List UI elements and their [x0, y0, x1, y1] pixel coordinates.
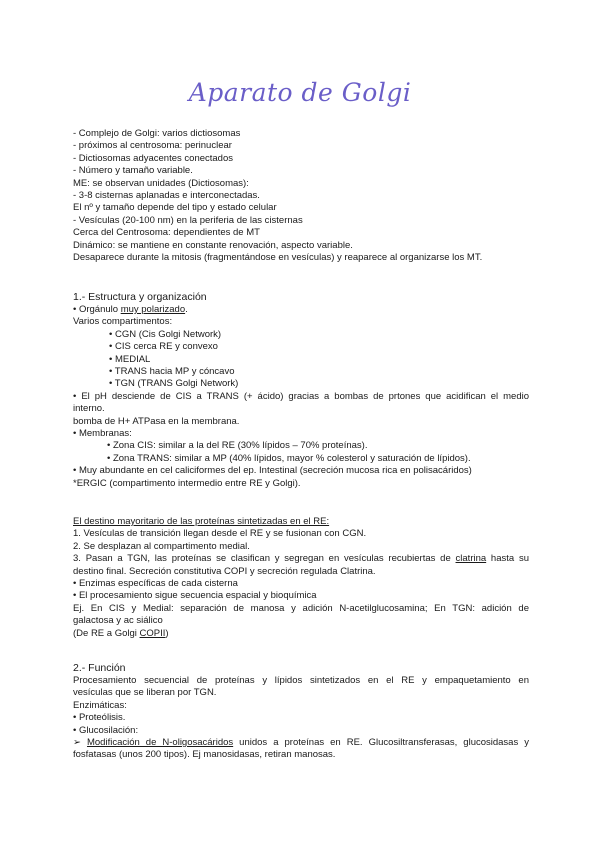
- enzimas-line: • Enzimas específicas de cada cisterna: [73, 578, 238, 590]
- ph-line-2: interno.: [73, 403, 105, 415]
- step3-pre: 3. Pasan a TGN, las proteínas se clasifican y segregan en vesículas recubiertas de: [73, 553, 456, 565]
- step3-post: hasta su: [486, 553, 529, 565]
- enzimaticas-label: Enzimáticas:: [73, 699, 127, 711]
- intro-section: [73, 128, 529, 264]
- intro-line: - Complejo de Golgi: varios dictiosomas: [73, 128, 241, 139]
- destino-step-3-cont: destino final. Secreción constitutiva COPI y secreción regulada Clatrina.: [73, 565, 376, 577]
- copii-line: [73, 628, 529, 640]
- mod-post: unidos a proteínas en RE. Glucosiltransferasas, glucosidasas y: [233, 737, 529, 749]
- organulo-suffix: .: [185, 304, 188, 315]
- compartimento-item: • TRANS hacia MP y cóncavo: [109, 366, 235, 378]
- compartimento-item: • CIS cerca RE y convexo: [109, 341, 218, 353]
- organulo-prefix: • Orgánulo: [73, 304, 121, 315]
- compartimento-item: • CGN (Cis Golgi Network): [109, 328, 222, 340]
- destino-step: 1. Vesículas de transición llegan desde el RE y se fusionan con CGN.: [73, 528, 367, 540]
- bomba-line: bomba de H+ ATPasa en la membrana.: [73, 415, 240, 427]
- intro-line: Dinámico: se mantiene en constante renovación, aspecto variable.: [73, 239, 353, 251]
- mod-underlined: Modificación de N-oligosacáridos: [86, 737, 234, 749]
- organulo-underlined: muy polarizado: [120, 304, 186, 315]
- glucosilacion-item: • Glucosilación:: [73, 724, 139, 736]
- membrana-item: • Zona CIS: similar a la del RE (30% lípidos – 70% proteínas).: [107, 440, 368, 452]
- compartimento-item: • TGN (TRANS Golgi Network): [109, 378, 239, 390]
- intro-line: ME: se observan unidades (Dictiosomas):: [73, 177, 249, 189]
- section-heading: 2.- Función: [73, 662, 126, 674]
- intro-line: - Vesículas (20-100 nm) en la periferia de las cisternas: [73, 214, 303, 226]
- destino-heading: El destino mayoritario de las proteínas sintetizadas en el RE:: [73, 516, 330, 527]
- membranas-label: • Membranas:: [73, 428, 132, 440]
- intro-line: - 3-8 cisternas aplanadas e interconectadas.: [73, 190, 260, 202]
- intro-line: Cerca del Centrosoma: dependientes de MT: [73, 227, 260, 239]
- section-heading: 1.- Estructura y organización: [73, 291, 207, 303]
- copii-post: ): [165, 627, 169, 639]
- proc-line: Procesamiento secuencial de proteínas y lípidos sintetizados en el RE y empaquetamiento en: [73, 675, 529, 686]
- page-title: Aparato de Golgi: [188, 78, 412, 107]
- intro-line: - próximos al centrosoma: perinuclear: [73, 140, 232, 152]
- ergic-line: *ERGIC (compartimento intermedio entre RE y Golgi).: [73, 477, 301, 489]
- intro-line: Desaparece durante la mitosis (fragmentándose en vesículas) y reaparece al organizarse los MT.: [73, 252, 483, 264]
- intro-line: El nº y tamaño depende del tipo y estado celular: [73, 202, 277, 214]
- copii-pre: (De RE a Golgi: [73, 627, 140, 639]
- compartimentos-label: Varios compartimentos:: [73, 316, 173, 328]
- intro-line: - Dictiosomas adyacentes conectados: [73, 152, 233, 164]
- section-destino: [73, 516, 529, 640]
- modificacion-line-2: fosfatasas (unos 200 tipos). Ej manosidasas, retiran manosas.: [73, 749, 336, 761]
- membrana-item: • Zona TRANS: similar a MP (40% lípidos, mayor % colesterol y saturación de lípidos).: [107, 452, 471, 464]
- proc-line-2: vesículas que se liberan por TGN.: [73, 687, 217, 699]
- organulo-line: [73, 304, 529, 316]
- section-estructura: [73, 290, 529, 490]
- compartimento-item: • MEDIAL: [109, 353, 151, 365]
- secuencia-line: • El procesamiento sigue secuencia espacial y bioquímica: [73, 590, 317, 602]
- ph-line: • El pH desciende de CIS a TRANS (+ ácido) gracias a bombas de prtones que acidifican el medio: [73, 390, 529, 402]
- step3-clatrina: clatrina: [455, 553, 487, 565]
- ejemplo-line: Ej. En CIS y Medial: separación de manosa y adición N-acetilglucosamina; En TGN: adición de: [73, 602, 529, 614]
- proteolisis-item: • Proteólisis.: [73, 712, 126, 724]
- copii-underlined: COPII: [139, 627, 166, 639]
- abundante-line: • Muy abundante en cel caliciformes del ep. Intestinal (secreción mucosa rica en polisacáridos): [73, 465, 472, 477]
- section-funcion: [73, 661, 529, 762]
- destino-step-3: [73, 553, 529, 565]
- destino-step: 2. Se desplazan al compartimento medial.: [73, 540, 250, 552]
- ejemplo-line-2: galactosa y ac siálico: [73, 615, 163, 627]
- intro-line: - Número y tamaño variable.: [73, 165, 193, 177]
- modificacion-line: [73, 737, 529, 749]
- arrow-icon: ➢: [73, 737, 87, 749]
